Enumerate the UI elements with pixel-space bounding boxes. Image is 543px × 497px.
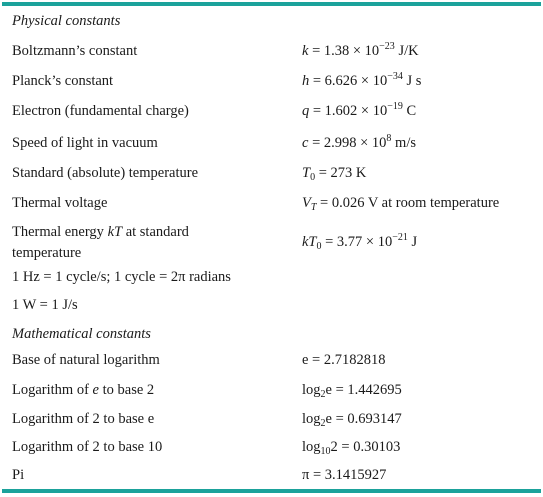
constant-value: e = 2.7182818 [302, 352, 386, 368]
constant-value: $c = 2.998 \times 10^8$ m/s [302, 133, 416, 151]
constant-label: Logarithm of e to base 2 [12, 382, 155, 398]
constant-label: Thermal voltage [12, 195, 108, 211]
constant-value: $\log_2e = 1.442695$ [302, 382, 402, 400]
constant-label: Thermal energy kT at standard temperature [12, 224, 189, 261]
constant-value: $\log_{10}2 = 0.30103$ [302, 439, 401, 457]
note-text: 1 Hz = 1 cycle/s; 1 cycle = 2π radians [12, 269, 231, 285]
constant-label: Boltzmann’s constant [12, 43, 138, 59]
constant-value: $q = 1.602 \times 10^{-19}$ C [302, 101, 417, 119]
note-text: 1 W = 1 J/s [12, 297, 78, 313]
constant-label: Logarithm of 2 to base 10 [12, 439, 163, 455]
top-rule [2, 2, 541, 6]
constant-label: Pi [12, 467, 25, 483]
constant-value: $h = 6.626 \times 10^{-34}$ J s [302, 71, 422, 89]
constant-value: $T_0 = 273$ K [302, 165, 367, 183]
constant-value: $kT_0 = 3.77 \times 10^{-21}$ J [302, 232, 418, 252]
constant-value: $V_T = 0.026$ V at room temperature [302, 195, 500, 213]
table-row [12, 222, 540, 264]
constant-label: Planck’s constant [12, 73, 114, 89]
mathematical-constants-heading: Mathematical constants [12, 326, 151, 342]
constant-value: π = 3.1415927 [302, 467, 387, 483]
physical-constants-heading: Physical constants [12, 13, 121, 29]
constant-label: Standard (absolute) temperature [12, 165, 199, 181]
constant-label: Logarithm of 2 to base e [12, 411, 155, 427]
constant-value: $\log_2e = 0.693147$ [302, 411, 402, 429]
constant-label: Base of natural logarithm [12, 352, 160, 368]
bottom-rule [2, 489, 541, 493]
constant-label: Electron (fundamental charge) [12, 103, 189, 119]
constant-value: $k = 1.38 \times 10^{-23}$ J/K [302, 41, 419, 59]
constant-label: Speed of light in vacuum [12, 135, 158, 151]
